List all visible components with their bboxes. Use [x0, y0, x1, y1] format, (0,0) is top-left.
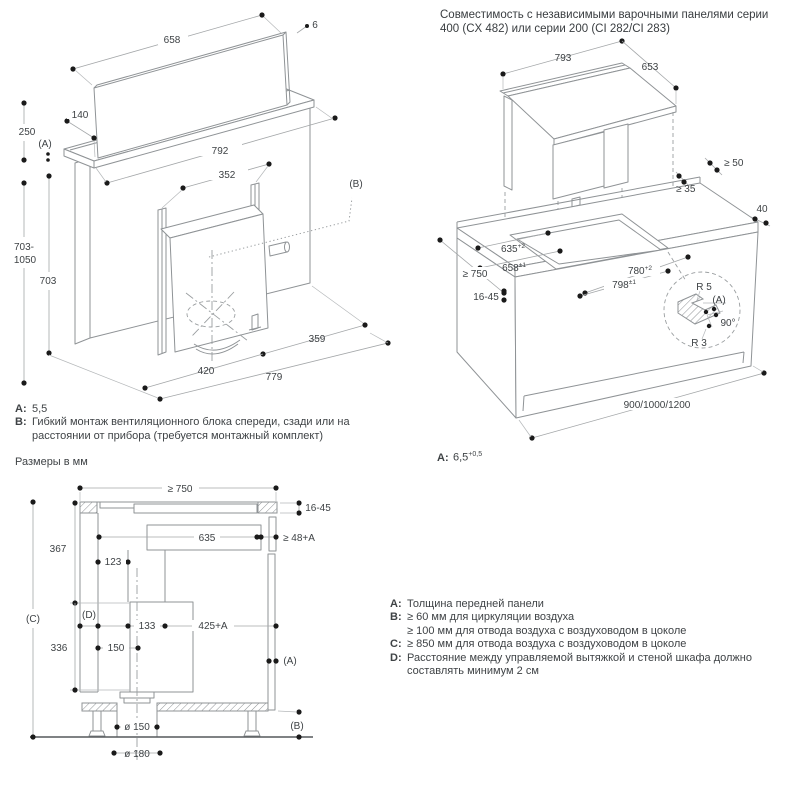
note-b [15, 416, 385, 443]
note-C: C: ≥ 850 мм для отвода воздуха с воздуховодом в цоколе [390, 638, 687, 651]
dim-798: $798^{\pm 1}$ [612, 279, 636, 291]
dim-90deg: 90° [720, 318, 736, 329]
dim-A-ref: (A) [283, 656, 297, 667]
dim-widths: 900/1000/1200 [623, 400, 691, 411]
dim-ge750: ≥ 750 [167, 484, 193, 495]
drawing-cooktop-combination [437, 38, 770, 440]
left-slab [75, 158, 90, 344]
leg-left [93, 711, 101, 731]
dim-C-ref: (C) [26, 614, 40, 625]
dim-703-1050-b: 1050 [13, 255, 37, 266]
dim-ge48A: ≥ 48+A [283, 533, 315, 544]
dim-dia180: ø 180 [124, 749, 150, 760]
dim-A-ref: (A) [38, 139, 52, 150]
dim-658: 658 [163, 35, 181, 46]
leg-right [248, 711, 256, 731]
dim-367: 367 [49, 544, 67, 555]
dim-ge750: ≥ 750 [462, 269, 488, 280]
dim-40: 40 [756, 204, 768, 215]
drawing-cross-section [26, 482, 331, 760]
dim-ge35: ≥ 35 [676, 184, 696, 195]
dim-150: 150 [107, 643, 125, 654]
dim-D-ref: (D) [82, 610, 96, 621]
units-note: Размеры в мм [15, 456, 88, 468]
notes-bottom [390, 598, 785, 678]
dim-ge50: ≥ 50 [724, 158, 744, 169]
note-a [15, 403, 385, 416]
hood-left-wall [504, 96, 512, 190]
vent-block-front [170, 214, 268, 352]
dim-425A: 425+A [198, 621, 228, 632]
dim-635: $635^{+2}$ [500, 243, 526, 255]
dim-780: $780^{+2}$ [627, 265, 653, 277]
worktop-block-right [258, 502, 277, 513]
dim-792: 792 [211, 146, 229, 157]
note-a-text: 5,5 [32, 403, 48, 415]
compatibility-header [440, 8, 785, 36]
cooktop-panel [134, 504, 257, 513]
header-line-2: 400 (CX 482) или серии 200 (CI 282/CI 283) [440, 23, 670, 35]
note-right-value: 6,5 [453, 451, 469, 464]
note-B: B: ≥ 60 мм для циркуляции воздуха ≥ 100 мм для отвода воздуха с воздуховодом в цоколе [390, 611, 687, 637]
notes-left [15, 403, 385, 443]
dim-658: $658^{\pm 1}$ [502, 262, 526, 274]
note-D: D: Расстояние между управляемой вытяжкой и стеной шкафа должно составлять минимум 2 см [390, 651, 752, 678]
dim-793: 793 [554, 53, 572, 64]
note-right-tolerance: +0,5 [468, 451, 483, 458]
dim-359: 359 [308, 334, 326, 345]
dim-123: 123 [104, 557, 122, 568]
dim-420: 420 [197, 366, 215, 377]
dim-B-ref: (B) [349, 179, 363, 190]
dim-653: 653 [641, 62, 659, 73]
dim-133: 133 [138, 621, 156, 632]
cabinet-wall [80, 513, 98, 692]
cooktop-front-glass [269, 517, 276, 551]
plinth-left [82, 703, 117, 711]
dim-1645: 16-45 [473, 292, 499, 303]
dim-A-ref: (A) [712, 295, 726, 306]
dim-B-ref: (B) [290, 721, 304, 732]
note-b-key: B: [15, 416, 27, 429]
front-panel [268, 554, 275, 710]
drawing-downdraft-unit [10, 12, 391, 401]
worktop-block-left [80, 502, 97, 513]
dim-250: 250 [18, 127, 36, 138]
dim-352: 352 [218, 170, 236, 181]
dim-140: 140 [71, 110, 89, 121]
plinth-right [157, 703, 268, 711]
note-A: A: Толщина передней панели [390, 598, 544, 610]
dim-779: 779 [265, 372, 283, 383]
dim-r3: R 3 [691, 338, 707, 349]
dim-703: 703 [39, 276, 57, 287]
dim-dia150: ø 150 [124, 722, 150, 733]
note-a-key: A: [15, 403, 27, 415]
note-b-text: Гибкий монтаж вентиляционного блока спереди, сзади или на расстоянии от прибора (требуется монтажный комплект) [32, 416, 350, 442]
dim-r5: R 5 [696, 282, 712, 293]
dim-6: 6 [312, 20, 318, 31]
dim-336: 336 [50, 643, 68, 654]
hood-box-right [604, 124, 628, 188]
note-right-key: A: [437, 451, 449, 464]
dim-703-1050-a: 703- [13, 242, 35, 253]
note-right [437, 448, 482, 465]
header-line-1: Совместимость с независимыми варочными панелями серии [440, 9, 769, 21]
dim-1645: 16-45 [305, 503, 331, 514]
dim-635: 635 [198, 533, 216, 544]
